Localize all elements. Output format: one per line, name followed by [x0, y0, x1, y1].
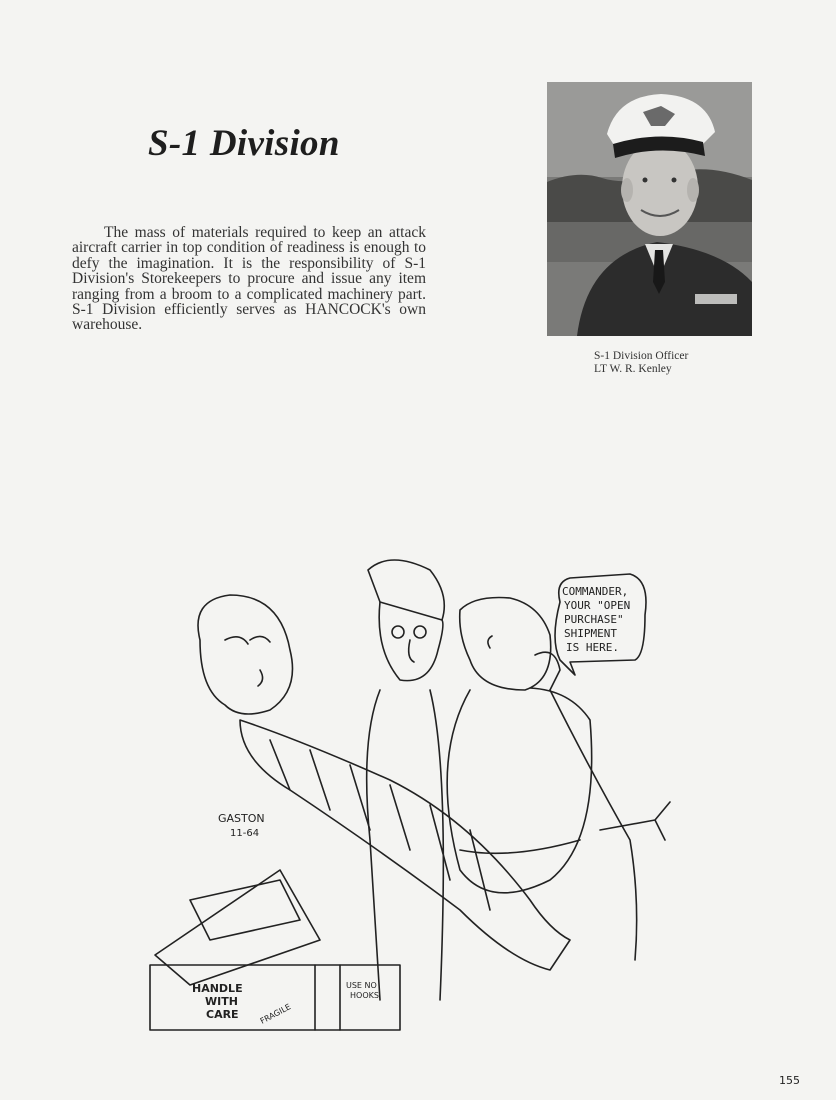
- crate-label: CARE: [206, 1008, 239, 1021]
- speech-line: COMMANDER,: [562, 585, 629, 598]
- cartoon-illustration: [130, 540, 710, 1040]
- page-title: S-1 Division: [148, 123, 340, 164]
- caption-title: S-1 Division Officer: [594, 350, 689, 362]
- body-paragraph: The mass of materials required to keep an attack aircraft carrier in top condition of readiness is enough to defy the imagination. It is the responsibility of S-1 Division's Storekeepers to procure and issue any item ranging from a broom to a complicated machinery part. S-1 Division efficiently serves as HANCOCK's own warehouse.: [72, 224, 426, 334]
- crate-label: USE NO: [346, 981, 377, 990]
- crate-fragile-label: FRAGILE: [258, 1002, 293, 1026]
- crate-label: WITH: [205, 995, 238, 1008]
- artist-signature-date: 11-64: [230, 828, 260, 839]
- speech-line: YOUR "OPEN: [564, 599, 631, 612]
- officer-portrait-photo: [547, 82, 752, 336]
- crate-label: HOOKS: [350, 991, 379, 1000]
- photo-caption: [594, 350, 688, 375]
- page-number: 155: [779, 1074, 800, 1087]
- speech-line: IS HERE.: [566, 641, 619, 654]
- crate-label: HANDLE: [192, 982, 243, 995]
- artist-signature: GASTON: [218, 812, 265, 825]
- speech-line: SHIPMENT: [564, 627, 617, 640]
- caption-name: LT W. R. Kenley: [594, 362, 672, 375]
- speech-line: PURCHASE": [564, 613, 624, 626]
- officer-portrait: [547, 82, 752, 336]
